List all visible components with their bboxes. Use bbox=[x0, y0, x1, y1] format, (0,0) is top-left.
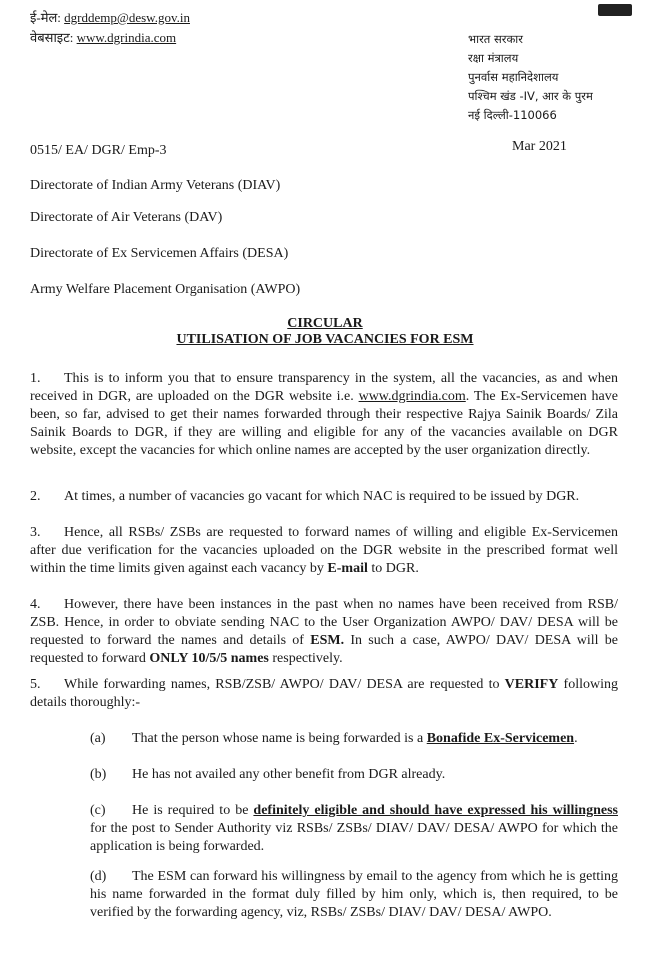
paragraph-number: 3. bbox=[30, 525, 41, 540]
circular-subject: UTILISATION OF JOB VACANCIES FOR ESM bbox=[176, 332, 474, 347]
paragraph-5: 5. While forwarding names, RSB/ZSB/ AWPO/ DAV/ DESA are requested to VERIFY following details thoroughly:- bbox=[30, 677, 618, 710]
sub-item-label: (b) bbox=[90, 767, 107, 782]
hindi-address-line: रक्षा मंत्रालय bbox=[468, 51, 519, 65]
contact-block bbox=[30, 8, 190, 48]
sub-item-label: (d) bbox=[90, 869, 107, 884]
hindi-address-line: भारत सरकार bbox=[468, 32, 523, 46]
website-link[interactable]: www.dgrindia.com bbox=[76, 30, 177, 45]
hindi-address-line: पुनर्वास महानिदेशालय bbox=[468, 70, 559, 84]
email-link[interactable]: dgrddemp@desw.gov.in bbox=[64, 10, 190, 25]
paragraph-4: 4. However, there have been instances in the past when no names have been received from RSB/ ZSB. Hence, in order to obviate sending NAC to the User Organization AWPO/ DAV/ DESA will be requested to forward the names and details of ESM. In such a case, AWPO/ DAV/ DESA will be requested to forward ONLY 10/5/5 names respectively. bbox=[30, 597, 618, 666]
sub-item-c: (c) He is required to be definitely eligible and should have expressed his willingness for the post to Sender Authority viz RSBs/ ZSBs/ DIAV/ DAV/ DESA/ AWPO for which the application is being forwarded. bbox=[90, 803, 618, 854]
paragraph-number: 1. bbox=[30, 371, 41, 386]
website-label: वेबसाइट: bbox=[30, 30, 74, 45]
sub-item-label: (c) bbox=[90, 803, 106, 818]
addressee-awpo: Army Welfare Placement Organisation (AWPO) bbox=[30, 282, 301, 297]
addressee-desa: Directorate of Ex Servicemen Affairs (DESA) bbox=[30, 246, 289, 261]
hindi-address-line: पश्चिम खंड -IV, आर के पुरम bbox=[468, 89, 593, 103]
sub-item-d: (d) The ESM can forward his willingness by email to the agency from which he is getting his name forwarded in the format duly filled by him only, which is, then required, to be verified by the forwarding agency, viz, RSBs/ ZSBs/ DIAV/ DAV/ DESA/ AWPO. bbox=[90, 869, 618, 920]
hindi-address-line: नई दिल्ली-110066 bbox=[468, 108, 557, 122]
email-label: ई-मेल: bbox=[30, 10, 61, 25]
addressee-dav: Directorate of Air Veterans (DAV) bbox=[30, 210, 223, 225]
circular-title: CIRCULAR bbox=[287, 316, 363, 331]
paragraph-number: 4. bbox=[30, 597, 41, 612]
paragraph-1: 1. This is to inform you that to ensure transparency in the system, all the vacancies, as and when received in DGR, are uploaded on the DGR website i.e. www.dgrindia.com. The Ex-Servicemen have been, so far, advised to get their names forwarded through their respective Rajya Sainik Boards/ Zila Sainik Boards to DGR, if they are willing and eligible for any of the vacancies available on DGR website, except the vacancies for which online names are accepted by the user organization directly. bbox=[30, 371, 618, 458]
website-line bbox=[30, 28, 190, 48]
email-line bbox=[30, 8, 190, 28]
sub-item-a: (a) That the person whose name is being forwarded is a Bonafide Ex-Servicemen. bbox=[90, 731, 578, 746]
paragraph-number: 2. bbox=[30, 489, 41, 504]
hindi-address bbox=[468, 30, 593, 125]
date: Mar 2021 bbox=[512, 139, 567, 154]
paragraph-2: 2. At times, a number of vacancies go vacant for which NAC is required to be issued by DGR. bbox=[30, 489, 580, 504]
addressee-diav: Directorate of Indian Army Veterans (DIAV) bbox=[30, 178, 281, 193]
reference-number: 0515/ EA/ DGR/ Emp-3 bbox=[30, 143, 167, 158]
website-link-inline[interactable]: www.dgrindia.com bbox=[358, 389, 466, 404]
scan-mark bbox=[598, 4, 632, 16]
sub-item-label: (a) bbox=[90, 731, 106, 746]
paragraph-number: 5. bbox=[30, 677, 41, 692]
sub-item-b: (b) He has not availed any other benefit from DGR already. bbox=[90, 767, 446, 782]
paragraph-3: 3. Hence, all RSBs/ ZSBs are requested to forward names of willing and eligible Ex-Servicemen after due verification for the vacancies uploaded on the DGR website in the prescribed format well within the time limits given against each vacancy by E-mail to DGR. bbox=[30, 525, 618, 576]
